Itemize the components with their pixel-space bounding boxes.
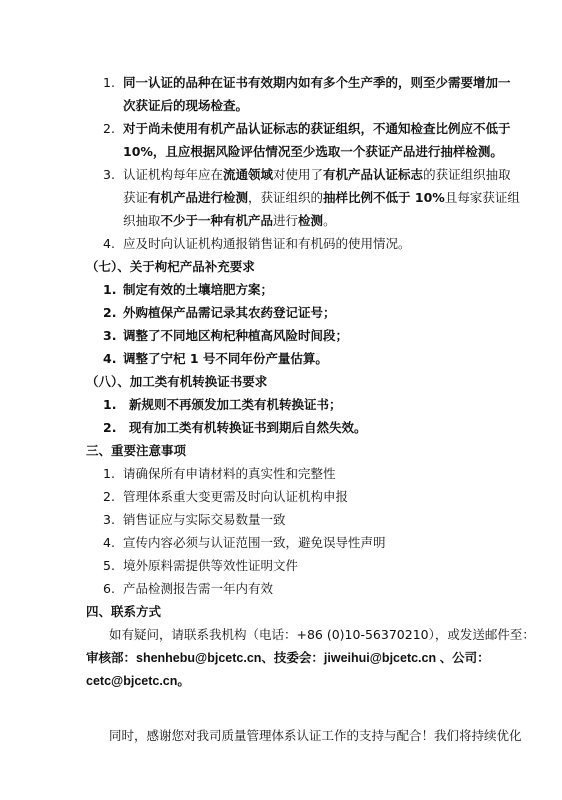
list-item <box>103 121 511 137</box>
text-run-bold: 不少于一种有机产品 <box>160 213 274 228</box>
contact-intro: 如有疑问，请联系我机构（电话：+86 (0)10-56370210），或发送邮件至： <box>109 627 535 642</box>
item-number: 3. <box>103 328 117 343</box>
list-item <box>103 236 411 252</box>
list-item <box>103 420 367 436</box>
text-run: 获证 <box>123 190 149 205</box>
item-text: 境外原料需提供等效性证明文件 <box>123 558 299 573</box>
list-item <box>103 489 348 505</box>
text-run: 进行 <box>273 213 299 228</box>
item-text: 销售证应与实际交易数量一致 <box>123 512 286 527</box>
item-number: 1. <box>103 466 115 481</box>
list-item <box>103 351 328 367</box>
list-item <box>103 305 336 321</box>
text-run: 对使用了 <box>273 167 324 182</box>
text-run: 认证机构每年应在 <box>123 167 224 182</box>
list-item <box>103 75 511 91</box>
item-number: 4. <box>103 236 115 251</box>
list-item <box>103 328 348 344</box>
item-number: 1. <box>103 75 115 90</box>
item-number: 6. <box>103 581 115 596</box>
item-number: 2. <box>103 489 115 504</box>
text-run: 的获证组织抽取 <box>423 167 511 182</box>
item-number: 3. <box>103 167 115 182</box>
item-number: 2. <box>103 420 117 435</box>
text-run-bold: 检测 <box>298 213 324 228</box>
section-heading: 三、重要注意事项 <box>86 443 187 458</box>
item-number: 4. <box>103 351 117 366</box>
item-number: 1. <box>103 397 117 412</box>
item-text: 新规则不再颁发加工类有机转换证书； <box>129 397 342 412</box>
item-number: 2. <box>103 121 115 136</box>
list-item <box>103 282 273 298</box>
item-text: 管理体系重大变更需及时向认证机构申报 <box>123 489 349 504</box>
item-text: 对于尚未使用有机产品认证标志的获证组织，不通知检查比例应不低于 <box>123 121 511 136</box>
list-item <box>103 167 511 183</box>
item-number: 5. <box>103 558 115 573</box>
list-item <box>103 558 298 574</box>
item-text: 宣传内容必须与认证范围一致，避免误导性声明 <box>123 535 386 550</box>
contact-emails: 审核部：shenhebu@bjcetc.cn、技委会：jiweihui@bjcetc.cn 、公司： <box>86 651 490 665</box>
section-heading: 四、联系方式 <box>86 604 162 619</box>
text-run-bold: 有机产品进行检测 <box>148 190 249 205</box>
list-item <box>103 535 386 551</box>
section-heading: （七）、关于枸杞产品补充要求 <box>86 259 255 274</box>
item-number: 1. <box>103 282 117 297</box>
text-run-bold: 流通领域 <box>223 167 274 182</box>
section-heading: （八）、加工类有机转换证书要求 <box>86 374 268 389</box>
item-text: 同一认证的品种在证书有效期内如有多个生产季的，则至少需要增加一 <box>123 75 511 90</box>
item-text: 产品检测报告需一年内有效 <box>123 581 274 596</box>
text-run: ，获证组织的 <box>248 190 324 205</box>
item-text: 现有加工类有机转换证书到期后自然失效。 <box>129 420 367 435</box>
item-text-continued: 次获证后的现场检查。 <box>123 98 249 113</box>
text-run: 且每家获证组 <box>444 190 520 205</box>
item-number: 4. <box>103 535 115 550</box>
item-number: 3. <box>103 512 115 527</box>
list-item <box>103 581 273 597</box>
text-run-bold: 有机产品认证标志 <box>323 167 424 182</box>
list-item <box>103 466 336 482</box>
text-run: 。 <box>323 213 336 228</box>
text-run-bold: 抽样比例不低于 10% <box>323 190 445 205</box>
item-text: 制定有效的土壤培肥方案； <box>123 282 274 297</box>
contact-email-company: cetc@bjcetc.cn。 <box>86 674 190 688</box>
item-text-continued <box>123 213 336 229</box>
item-text: 调整了宁杞 1 号不同年份产量估算。 <box>123 351 328 366</box>
item-text-continued: 10%，且应根据风险评估情况至少选取一个获证产品进行抽样检测。 <box>123 144 503 159</box>
item-number: 2. <box>103 305 117 320</box>
item-text: 请确保所有申请材料的真实性和完整性 <box>123 466 336 481</box>
item-text: 应及时向认证机构通报销售证和有机码的使用情况。 <box>123 236 411 251</box>
closing-text: 同时，感谢您对我司质量管理体系认证工作的支持与配合！我们将持续优化 <box>109 728 522 743</box>
list-item <box>103 512 286 528</box>
text-run: 织抽取 <box>123 213 161 228</box>
list-item <box>103 397 342 413</box>
item-text-continued <box>123 190 520 206</box>
item-text: 调整了不同地区枸杞种植高风险时间段； <box>123 328 349 343</box>
item-text: 外购植保产品需记录其农药登记证号； <box>123 305 336 320</box>
